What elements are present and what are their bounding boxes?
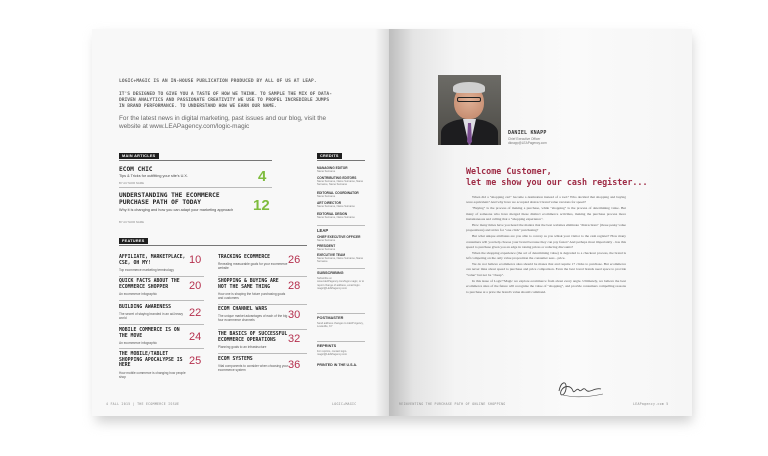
credit-heading: CHIEF EXECUTIVE OFFICER xyxy=(317,235,361,239)
left-page xyxy=(92,29,389,416)
credit-text: Name Surname, Name Surname, Name Surname xyxy=(317,257,364,264)
credit-text: For reprints, contact logic-magic@LEAPagency.com xyxy=(317,350,347,357)
folio-left: 4 FALL 2015 | THE ECOMMERCE ISSUE xyxy=(106,402,180,406)
letter-paragraph: We do not believe ecommerce sites should be mazes that and require 17 clicks to purchase. But ecommerce can never miss about speed to purchase and price comparison. Even the best loved brands need space to provide "value" but not be "cheap". xyxy=(466,262,626,277)
feature-title: MOBILE COMMERCE IS ON THE MOVE xyxy=(119,328,180,339)
credits-rule xyxy=(317,160,365,161)
feature-page-number: 26 xyxy=(288,254,301,266)
main-articles-label: MAIN ARTICLES xyxy=(119,153,159,159)
feature-page-number: 10 xyxy=(189,254,202,266)
credit-heading: PRESIDENT xyxy=(317,244,336,248)
letter-paragraph: In this issue of Logic+Magic we explore ecommerce from about every angle. Ultimately, we believe the best ecommerce sites of the future will recognize the value of "shopping", and provide consumers compelling reasons to purchase at a price the brand's value should command. xyxy=(466,278,626,294)
credit-text: Name Surname xyxy=(317,239,336,242)
folio-right-title: REINVENTING THE PURCHASE PATH OF ONLINE SHOPPING xyxy=(399,402,506,406)
letter-body xyxy=(466,195,626,295)
letter-paragraph: "Buying" is the process of making a purchase, while "shopping" is the process of determining value. But many of someone who have merged these distinct ecommerce activities, making the purchase process more instantaneous and calling that a "shopping experience". xyxy=(466,206,626,222)
intro-text: IT'S DESIGNED TO GIVE YOU A TASTE OF HOW WE THINK. TO SAMPLE THE MIX OF DATA-DRIVEN ANALYTICS AND PASSIONATE CREATIVITY WE USE TO PROPEL INCREDIBLE JUMPS IN BRAND PERFORMANCE. TO UNDERSTAND HOW WE EARN OUR NAME. xyxy=(119,92,332,109)
feature-page-number: 20 xyxy=(189,280,202,292)
feature-desc: How one is shaping the future purchasing goals and customers xyxy=(218,292,286,301)
intro-label: LOGIC+MAGIC IS AN IN-HOUSE PUBLICATION PRODUCED BY ALL OF US AT LEAP. xyxy=(119,79,317,84)
feature-title: SHOPPING & BUYING ARE NOT THE SAME THING xyxy=(218,279,279,290)
feature-page-number: 30 xyxy=(288,309,301,321)
feature-page-number: 24 xyxy=(189,331,202,343)
right-page xyxy=(389,29,692,416)
feature-page-number: 25 xyxy=(189,355,202,367)
feature-desc: An ecommerce infographic xyxy=(119,292,157,296)
folio-right: LEAPagency.com 5 xyxy=(633,402,669,406)
article-title: UNDERSTANDING THE ECOMMERCE PURCHASE PATH OF TODAY xyxy=(119,192,220,207)
feature-page-number: 28 xyxy=(288,280,301,292)
credits-label: CREDITS xyxy=(317,153,342,159)
letter-paragraph: But what unique attributes are you able to convey as you whisk your visitor to the cash register? How many consumers will you help choose your brand because they can pay faster? And perhaps most importantly - has this speed to purchase given you an edge in raising prices or reducing discounts? xyxy=(466,234,626,249)
credit-heading: EDITORIAL DESIGN xyxy=(317,212,348,216)
feature-title: TRACKING ECOMMERCE xyxy=(218,255,270,260)
article-title: ECOM CHIC xyxy=(119,166,153,173)
credit-section-reprints: REPRINTS xyxy=(317,344,337,348)
greeting xyxy=(466,166,648,188)
article-desc: Tips & Tricks for outfitting your site's U.X. xyxy=(119,174,188,178)
greeting-line-2: let me show you our cash register... xyxy=(466,176,648,187)
author-meta xyxy=(508,137,547,145)
feature-desc: How mobile commerce is changing how people shop xyxy=(119,371,186,380)
feature-desc: Planning goals to an infrastructure xyxy=(218,345,267,349)
credit-heading: MANAGING EDITOR xyxy=(317,166,348,170)
feature-title: AFFILIATE, MARKETPLACE, CSE, OH MY! xyxy=(119,255,186,266)
credit-text: Name Surname, Name Surname xyxy=(317,216,355,219)
credit-text: Name Surname xyxy=(317,248,336,251)
author-role: Chief Executive Officer xyxy=(508,137,541,141)
greeting-line-1: Welcome Customer, xyxy=(466,166,552,176)
feature-title: THE MOBILE/TABLET SHOPPING APOCALYPSE IS HERE xyxy=(119,352,183,369)
letter-paragraph: When did a "shopping cart" become a destination instead of a tool? Who decided that shopping and buying were equivalent? And why have we accepted abstract brand value versions for speed? xyxy=(466,195,626,205)
feature-page-number: 36 xyxy=(288,359,301,371)
credit-heading: CONTRIBUTING EDITORS xyxy=(317,176,357,180)
printed-note: PRINTED IN THE U.S.A. xyxy=(317,363,358,367)
article-author: BY AUTHOR NAME xyxy=(119,181,144,185)
article-page-number: 4 xyxy=(258,168,267,185)
magazine-spread xyxy=(92,29,692,416)
feature-title: BUILDING AWARENESS xyxy=(119,305,171,310)
main-articles-rule xyxy=(119,160,272,161)
letter-paragraph: How many times have you heard the mantra that the best websites eliminate "distractions" (those pesky value propositions) and strive for "one click" purchasing? xyxy=(466,222,626,233)
credit-heading: ART DIRECTOR xyxy=(317,201,342,205)
features-rule xyxy=(119,245,307,246)
feature-desc: The unique market advantages of each of the big four ecommerce channels xyxy=(218,314,288,323)
feature-title: THE BASICS OF SUCCESSFUL ECOMMERCE OPERATIONS xyxy=(218,332,288,343)
credit-text: Name Surname, Name Surname, Name Surname, Name Surname xyxy=(317,180,364,187)
credit-text: Send address changes to LEAP Agency, Louisville, KY xyxy=(317,322,364,329)
author-email: dknapp@LEAPagency.com xyxy=(508,141,547,146)
credit-text: Name Surname xyxy=(317,170,336,173)
folio-left-title: LOGIC+MAGIC xyxy=(332,402,357,406)
feature-page-number: 32 xyxy=(288,333,301,345)
credit-text: Name Surname, Name Surname xyxy=(317,205,355,208)
article-author: BY AUTHOR NAME xyxy=(119,220,144,224)
feature-title: QUICK FACTS ABOUT THE ECOMMERCE SHOPPER xyxy=(119,279,180,290)
credit-section-subscribing: SUBSCRIBING xyxy=(317,271,344,275)
signature-icon xyxy=(555,377,607,401)
article-desc: Why it is changing and how you can adapt your marketing approach xyxy=(119,208,234,212)
credit-text: Subscribe at www.LEAPagency.com/logic-magic, or to report change of address, email logic-magic@LEAPagency.com xyxy=(317,277,365,291)
feature-page-number: 22 xyxy=(189,307,202,319)
article-page-number: 12 xyxy=(253,197,270,214)
feature-desc: The secret of staying branded in an ad-heavy world xyxy=(119,312,183,321)
feature-desc: Vital components to consider when choosing your ecommerce system xyxy=(218,364,289,373)
author-name: DANIEL KNAPP xyxy=(508,130,547,136)
intro-latest: For the latest news in digital marketing, past issues and our blog, visit the website at www.LEAPagency.com/logic-magic xyxy=(119,115,327,131)
credit-section-postmaster: POSTMASTER xyxy=(317,316,344,320)
feature-desc: Top ecommerce marketing terminology xyxy=(119,268,174,272)
feature-desc: Revealing measurable goals for your ecommerce website xyxy=(218,262,288,271)
credit-heading: EXECUTIVE TEAM xyxy=(317,253,345,257)
letter-paragraph: When the shopping experience (the act of determining value) is degraded to a checkout process, the brand is left competing on the only value proposition the consumer sees - price. xyxy=(466,250,626,261)
features-label: FEATURES xyxy=(119,238,148,244)
credit-text: Name Surname xyxy=(317,195,336,198)
credit-heading: EDITORIAL COORDINATOR xyxy=(317,191,359,195)
credit-section-leap: LEAP xyxy=(317,228,329,233)
feature-title: ECOM SYSTEMS xyxy=(218,357,253,362)
author-photo xyxy=(438,75,501,145)
feature-title: ECOM CHANNEL WARS xyxy=(218,307,268,312)
feature-desc: An ecommerce infographic xyxy=(119,341,157,345)
